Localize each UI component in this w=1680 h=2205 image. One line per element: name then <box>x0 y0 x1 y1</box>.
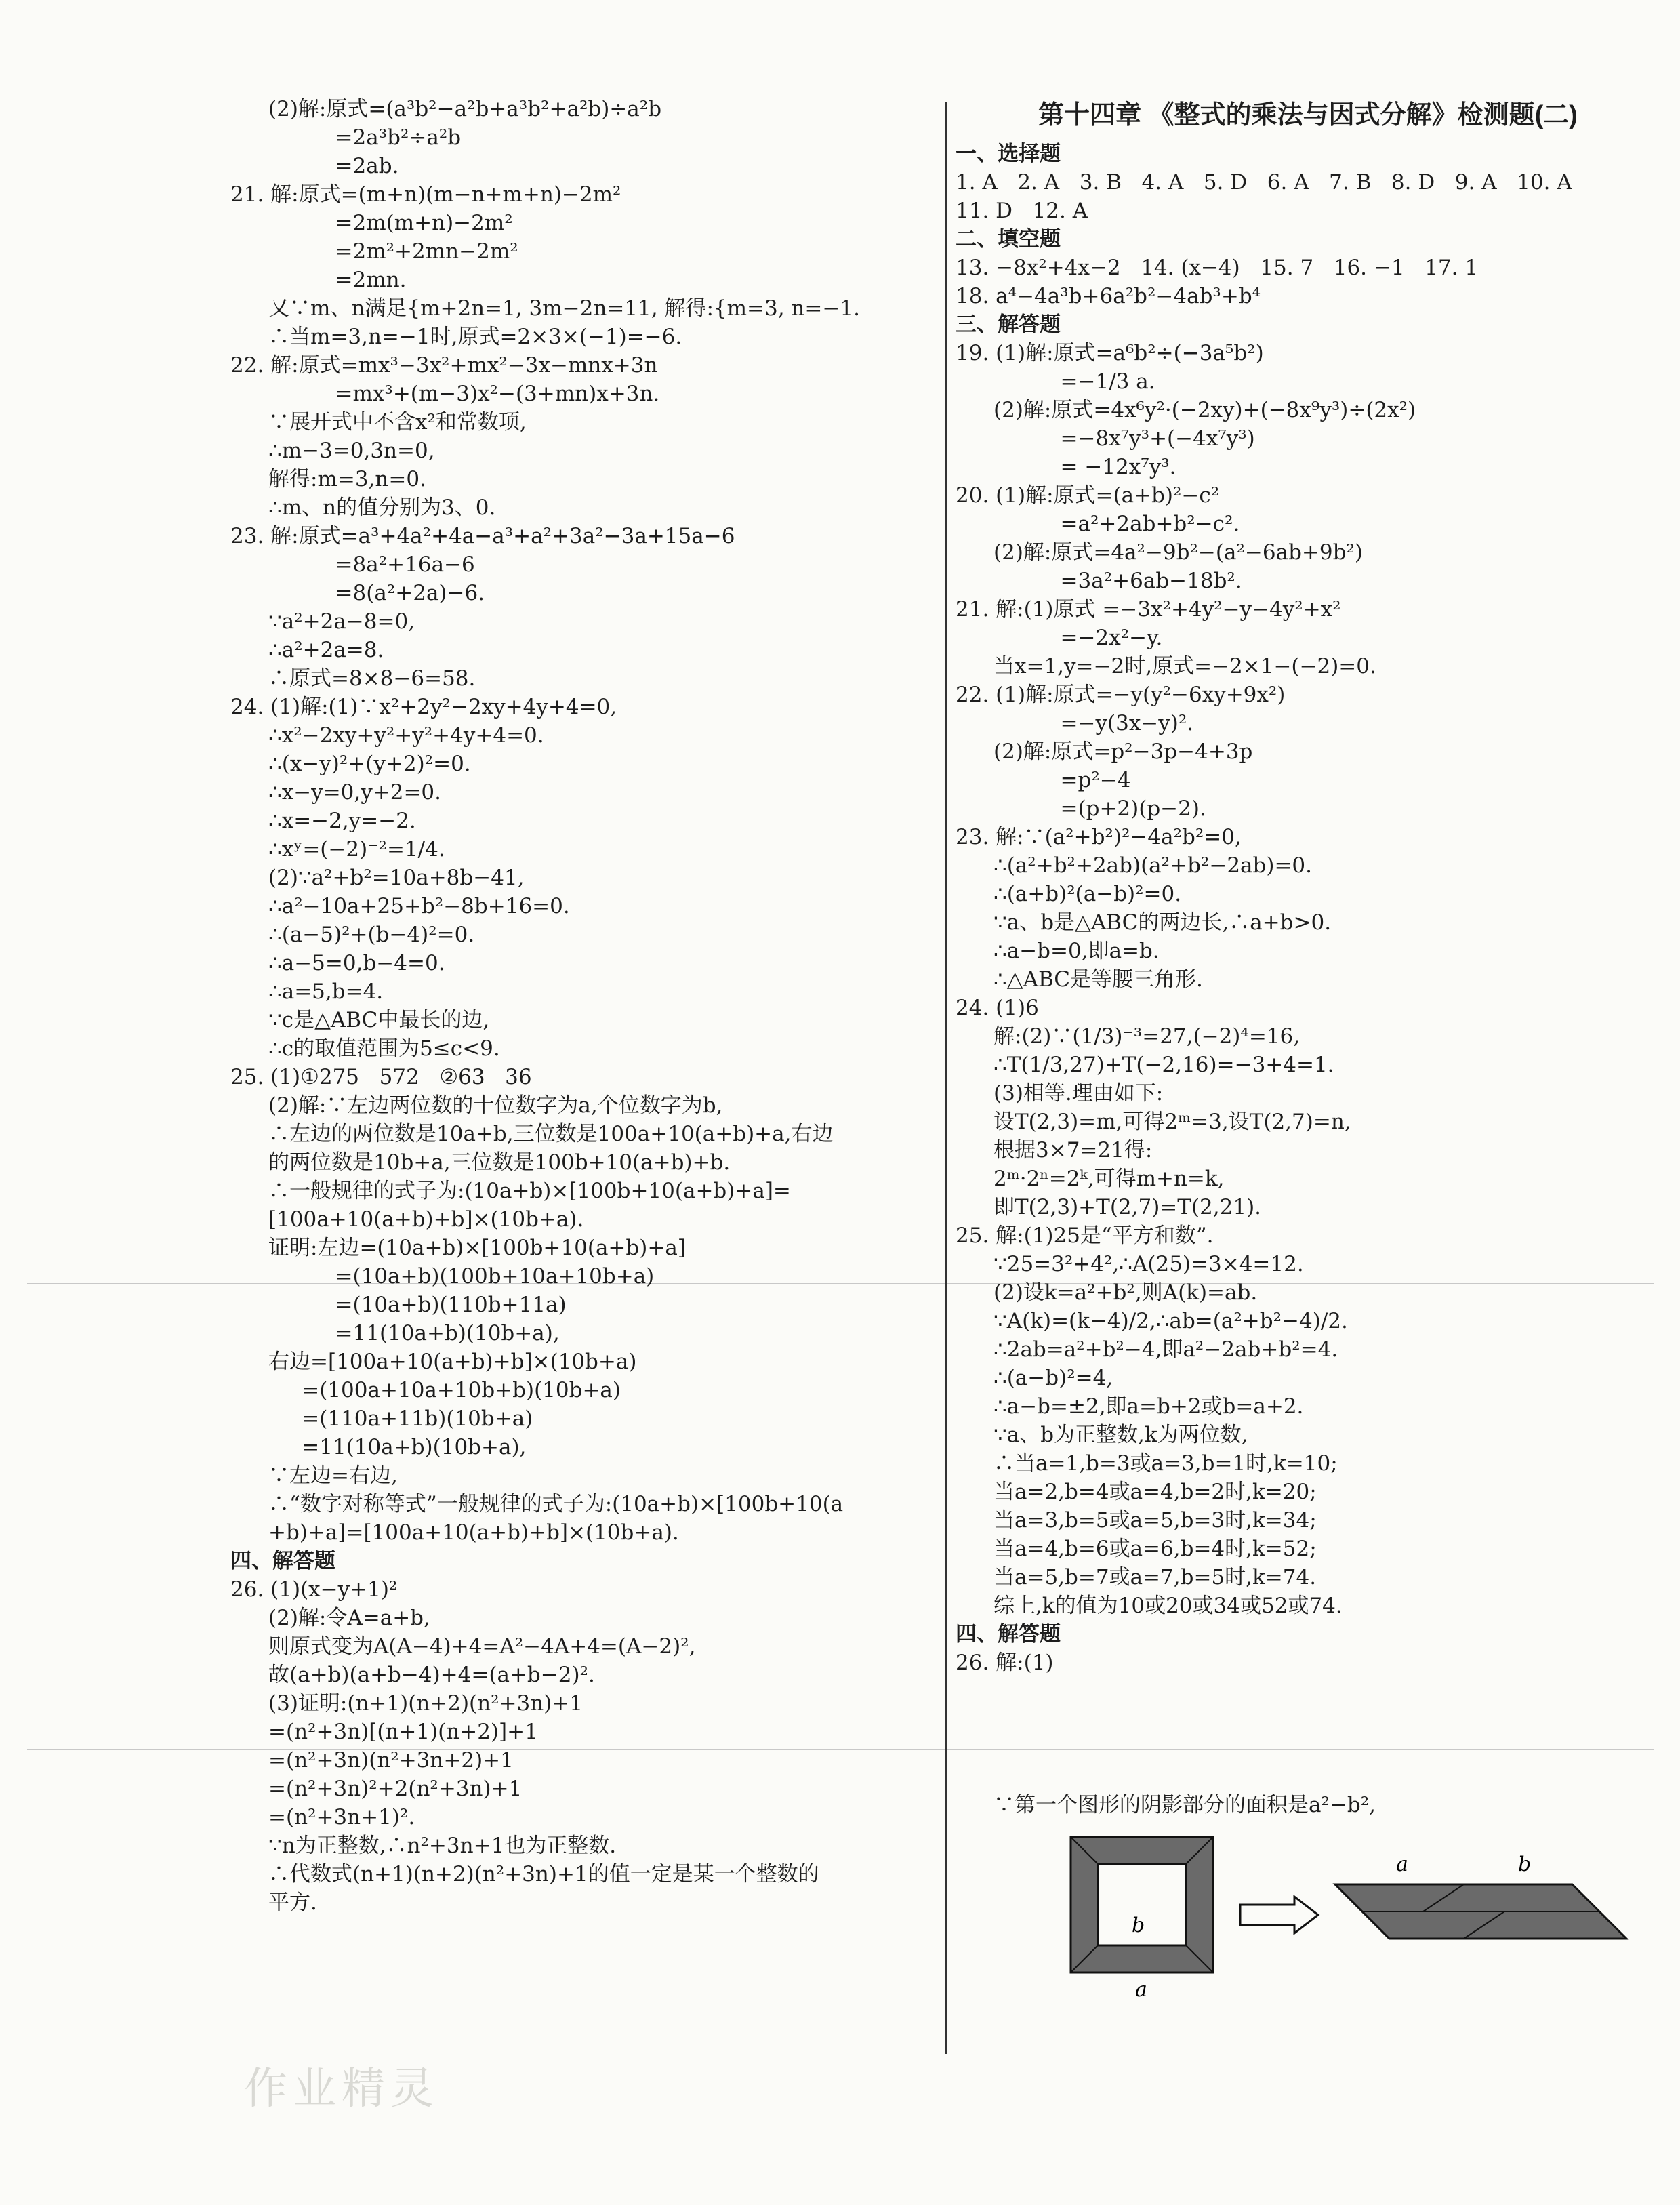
answer-line: =(10a+b)(110b+11a) <box>268 1293 567 1317</box>
arrow-icon <box>1240 1897 1318 1933</box>
answer-line: ∵a²+2a−8=0, <box>268 609 415 634</box>
answer-line: (3)相等.理由如下: <box>993 1081 1164 1106</box>
answer-line: 解得:m=3,n=0. <box>268 467 426 491</box>
answer-line: ∴a=5,b=4. <box>268 979 384 1004</box>
answer-line: ∴原式=8×8−6=58. <box>268 666 476 691</box>
answer-line: ∵c是△ABC中最长的边, <box>268 1008 490 1032</box>
right-column <box>956 95 1660 1819</box>
answer-line: 故(a+b)(a+b−4)+4=(a+b−2)². <box>268 1663 595 1687</box>
answer-line: ∵A(k)=(k−4)/2,∴ab=(a²+b²−4)/2. <box>993 1309 1348 1333</box>
answer-line: ∵第一个图形的阴影部分的面积是a²−b², <box>993 1793 1376 1817</box>
answer-line: ∴代数式(n+1)(n+2)(n²+3n)+1的值一定是某一个整数的 <box>268 1862 819 1886</box>
answer-line: 的两位数是10b+a,三位数是100b+10(a+b)+b. <box>268 1150 731 1175</box>
answer-line: =(10a+b)(100b+10a+10b+a) <box>268 1264 655 1289</box>
answer-line: ∴(a−5)²+(b−4)²=0. <box>268 923 475 947</box>
answer-line: =a²+2ab+b²−c². <box>993 512 1240 536</box>
answer-line: 当a=3,b=5或a=5,b=3时,k=34; <box>993 1508 1317 1533</box>
answer-line: 26. 解:(1) <box>956 1651 1054 1675</box>
answer-line: 21. 解:(1)原式 =−3x²+4y²−y−4y²+x² <box>956 597 1341 622</box>
section-heading: 四、解答题 <box>230 1549 335 1573</box>
section-heading: 一、选择题 <box>956 142 1061 165</box>
answer-line: 2ᵐ·2ⁿ=2ᵏ,可得m+n=k, <box>993 1167 1225 1191</box>
answer-line: ∴(a−b)²=4, <box>993 1366 1113 1390</box>
answer-line: ∴2ab=a²+b²−4,即a²−2ab+b²=4. <box>993 1337 1338 1362</box>
answer-line: =(n²+3n+1)². <box>268 1805 415 1829</box>
answer-line: 证明:左边=(10a+b)×[100b+10(a+b)+a] <box>268 1236 686 1260</box>
answer-line: =(100a+10a+10b+b)(10b+a) <box>268 1378 621 1402</box>
answer-line: ∴△ABC是等腰三角形. <box>993 967 1203 992</box>
answer-line: ∴左边的两位数是10a+b,三位数是100a+10(a+b)+a,右边 <box>268 1122 834 1146</box>
answer-line: ∴a²−10a+25+b²−8b+16=0. <box>268 894 570 918</box>
answer-line: 平方. <box>268 1890 317 1915</box>
answer-line: ∴a−5=0,b−4=0. <box>268 951 445 975</box>
answer-line: (2)解:原式=4a²−9b²−(a²−6ab+9b²) <box>993 540 1363 565</box>
answer-line: 22. 解:原式=mx³−3x²+mx²−3x−mnx+3n <box>230 353 658 378</box>
answer-line: (2)解:令A=a+b, <box>268 1606 430 1630</box>
answer-line: =3a²+6ab−18b². <box>993 569 1242 593</box>
answer-line: (2)解:原式=(a³b²−a²b+a³b²+a²b)÷a²b <box>268 97 662 121</box>
answer-line: ∴m−3=0,3n=0, <box>268 439 435 463</box>
answer-line: =2mn. <box>268 268 407 292</box>
answer-line: =−y(3x−y)². <box>993 711 1194 735</box>
answer-line: ∵a、b为正整数,k为两位数, <box>993 1423 1248 1447</box>
answer-line: =−8x⁷y³+(−4x⁷y³) <box>993 426 1255 451</box>
right-column-body <box>956 140 1660 1819</box>
answer-line: 当x=1,y=−2时,原式=−2×1−(−2)=0. <box>993 654 1376 679</box>
answer-line: ∴x=−2,y=−2. <box>268 809 416 833</box>
answer-line: ∴“数字对称等式”一般规律的式子为:(10a+b)×[100b+10(a <box>268 1492 844 1516</box>
answer-line: +b)+a]=[100a+10(a+b)+b]×(10b+a). <box>268 1520 679 1545</box>
answer-line: =(n²+3n)[(n+1)(n+2)]+1 <box>268 1720 538 1744</box>
answer-line: (2)解:∵左边两位数的十位数字为a,个位数字为b, <box>268 1093 723 1118</box>
answer-line: 19. (1)解:原式=a⁶b²÷(−3a⁵b²) <box>956 341 1264 365</box>
label-b-top: b <box>1518 1853 1532 1876</box>
answer-line: 当a=5,b=7或a=7,b=5时,k=74. <box>993 1565 1317 1590</box>
answer-line: ∴一般规律的式子为:(10a+b)×[100b+10(a+b)+a]= <box>268 1179 791 1203</box>
label-a-bottom: a <box>1135 1978 1147 2002</box>
answer-line: =2ab. <box>268 154 399 178</box>
answer-line: = −12x⁷y³. <box>993 455 1176 479</box>
answer-line: ∴当m=3,n=−1时,原式=2×3×(−1)=−6. <box>268 325 682 349</box>
answer-line: 当a=4,b=6或a=6,b=4时,k=52; <box>993 1537 1317 1561</box>
answer-line: ∴a−b=0,即a=b. <box>993 939 1160 963</box>
answer-line: 24. (1)6 <box>956 996 1039 1020</box>
answer-line: 23. 解:∵(a²+b²)²−4a²b²=0, <box>956 825 1242 849</box>
answer-line: ∴(a²+b²+2ab)(a²+b²−2ab)=0. <box>993 853 1313 878</box>
answer-line: 25. 解:(1)25是“平方和数”. <box>956 1223 1214 1248</box>
answer-line: (2)解:原式=p²−3p−4+3p <box>993 740 1253 764</box>
answer-line: =p²−4 <box>993 768 1131 792</box>
answer-line: =(p+2)(p−2). <box>993 796 1206 821</box>
answer-line: ∴c的取值范围为5≤c<9. <box>268 1036 500 1061</box>
answer-line <box>956 1677 1660 1705</box>
answer-line: =11(10a+b)(10b+a), <box>268 1435 527 1459</box>
section-heading: 四、解答题 <box>956 1622 1061 1646</box>
answer-line: 23. 解:原式=a³+4a²+4a−a³+a²+3a²−3a+15a−6 <box>230 524 735 548</box>
answer-line: 又∵m、n满足{m+2n=1, 3m−2n=11, 解得:{m=3, n=−1. <box>268 296 860 321</box>
answer-line: ∴xʸ=(−2)⁻²=1/4. <box>268 837 445 862</box>
watermark: 作业精灵 <box>244 2064 439 2114</box>
answer-line: 根据3×7=21得: <box>993 1138 1153 1162</box>
answer-line: ∴T(1/3,27)+T(−2,16)=−3+4=1. <box>993 1053 1334 1077</box>
answer-line: 20. (1)解:原式=(a+b)²−c² <box>956 483 1220 508</box>
answer-line: ∵25=3²+4²,∴A(25)=3×4=12. <box>993 1252 1304 1276</box>
answer-line <box>956 1762 1660 1791</box>
answer-line: ∴x−y=0,y+2=0. <box>268 780 442 805</box>
answer-line: ∴(a+b)²(a−b)²=0. <box>993 882 1182 906</box>
answer-line: 综上,k的值为10或20或34或52或74. <box>993 1594 1343 1618</box>
answer-line: 26. (1)(x−y+1)² <box>230 1577 398 1602</box>
answer-line: =11(10a+b)(10b+a), <box>268 1321 560 1346</box>
answer-line: =8a²+16a−6 <box>268 552 475 577</box>
label-a-top: a <box>1396 1853 1408 1876</box>
answer-line: ∵n为正整数,∴n²+3n+1也为正整数. <box>268 1834 617 1858</box>
answer-line: =8(a²+2a)−6. <box>268 581 485 605</box>
answer-line: =(n²+3n)(n²+3n+2)+1 <box>268 1748 514 1773</box>
section-heading: 三、解答题 <box>956 312 1061 336</box>
answer-line: 当a=2,b=4或a=4,b=2时,k=20; <box>993 1480 1317 1504</box>
answer-line: 24. (1)解:(1)∵x²+2y²−2xy+4y+4=0, <box>230 695 617 719</box>
answer-line: 11. D 12. A <box>956 199 1088 223</box>
answer-line: 21. 解:原式=(m+n)(m−n+m+n)−2m² <box>230 182 621 207</box>
answer-line: =(110a+11b)(10b+a) <box>268 1407 533 1431</box>
answer-line: 1. A 2. A 3. B 4. A 5. D 6. A 7. B 8. D 9. A 10. A <box>956 170 1572 195</box>
left-column <box>230 95 922 1917</box>
answer-line: 即T(2,3)+T(2,7)=T(2,21). <box>993 1195 1262 1219</box>
answer-line <box>956 1734 1660 1762</box>
answer-line: =2m²+2mn−2m² <box>268 239 518 264</box>
answer-line: =mx³+(m−3)x²−(3+mn)x+3n. <box>268 382 660 406</box>
answer-line: (2)∵a²+b²=10a+8b−41, <box>268 866 525 890</box>
answer-line: =2a³b²÷a²b <box>268 125 462 150</box>
answer-line: 25. (1)①275 572 ②63 36 <box>230 1065 532 1089</box>
answer-line: ∵左边=右边, <box>268 1463 398 1488</box>
column-divider <box>945 102 947 2054</box>
answer-line: ∵展开式中不含x²和常数项, <box>268 410 527 434</box>
answer-line <box>956 1705 1660 1734</box>
answer-line: 则原式变为A(A−4)+4=A²−4A+4=(A−2)², <box>268 1634 696 1659</box>
answer-line: 18. a⁴−4a³b+6a²b²−4ab³+b⁴ <box>956 284 1261 308</box>
answer-line: [100a+10(a+b)+b]×(10b+a). <box>268 1207 584 1232</box>
answer-line: ∵a、b是△ABC的两边长,∴a+b>0. <box>993 910 1332 935</box>
answer-line: (2)解:原式=4x⁶y²·(−2xy)+(−8x⁹y³)÷(2x²) <box>993 398 1416 422</box>
answer-line: ∴(x−y)²+(y+2)²=0. <box>268 752 471 776</box>
section-heading: 二、填空题 <box>956 227 1061 251</box>
answer-line: 设T(2,3)=m,可得2ᵐ=3,设T(2,7)=n, <box>993 1110 1351 1134</box>
answer-line: =(n²+3n)²+2(n²+3n)+1 <box>268 1777 523 1801</box>
answer-line: ∴a−b=±2,即a=b+2或b=a+2. <box>993 1394 1304 1419</box>
answer-line: (3)证明:(n+1)(n+2)(n²+3n)+1 <box>268 1691 583 1716</box>
label-b-inner: b <box>1132 1914 1145 1937</box>
answer-line: =−1/3 a. <box>993 369 1155 394</box>
answer-line: ∴a²+2a=8. <box>268 638 384 662</box>
answer-line: 解:(2)∵(1/3)⁻³=27,(−2)⁴=16, <box>993 1024 1300 1049</box>
answer-line: 13. −8x²+4x−2 14. (x−4) 15. 7 16. −1 17. 1 <box>956 256 1479 280</box>
answer-line: (2)设k=a²+b²,则A(k)=ab. <box>993 1280 1258 1305</box>
answer-line: =−2x²−y. <box>993 626 1163 650</box>
answer-line: ∴m、n的值分别为3、0. <box>268 495 496 520</box>
area-figure <box>1057 1830 1640 2006</box>
answer-line: ∴当a=1,b=3或a=3,b=1时,k=10; <box>993 1451 1338 1476</box>
answer-line: =2m(m+n)−2m² <box>268 211 513 235</box>
answer-line: 右边=[100a+10(a+b)+b]×(10b+a) <box>268 1350 637 1374</box>
chapter-title: 第十四章 《整式的乘法与因式分解》检测题(二) <box>1038 101 1578 129</box>
answer-line: 22. (1)解:原式=−y(y²−6xy+9x²) <box>956 683 1286 707</box>
answer-line: ∴x²−2xy+y²+y²+4y+4=0. <box>268 723 544 748</box>
